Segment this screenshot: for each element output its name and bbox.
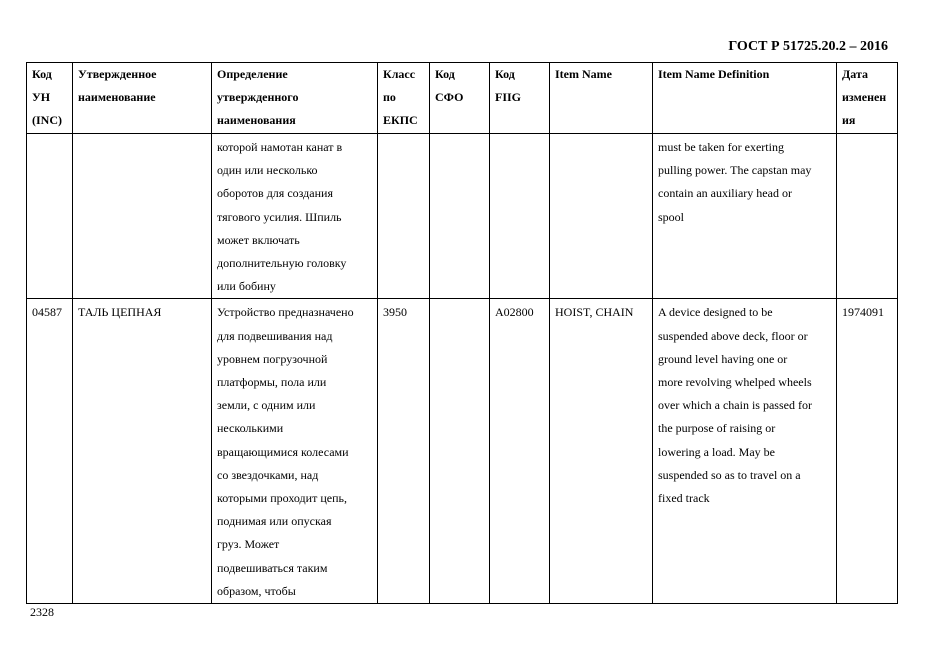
cell-sfo-code: [430, 299, 490, 604]
col-header-approved-name: Утвержденное наименование: [73, 63, 212, 134]
cell-definition: Устройство предназначено для подвешивания над уровнем погрузочной платформы, пола или земли, с одним или несколькими вращающимися колесами со звездочками, над которыми проходит цепь, поднимая или опуская груз. Может подвешиваться таким образом, чтобы: [212, 299, 378, 604]
table-row: [27, 134, 898, 299]
col-header-item-name: Item Name: [550, 63, 653, 134]
cell-item-name-definition: must be taken for exerting pulling power. The capstan may contain an auxiliary head or spool: [653, 134, 837, 299]
cell-item-name: [550, 134, 653, 299]
cell-inc: 04587: [27, 299, 73, 604]
cell-sfo-code: [430, 134, 490, 299]
col-header-ekps-class: Класс по ЕКПС: [378, 63, 430, 134]
nomenclature-table: [26, 62, 898, 604]
cell-ekps-class: [378, 134, 430, 299]
col-header-inc: Код УН (INC): [27, 63, 73, 134]
page-number: 2328: [30, 605, 54, 619]
col-header-definition: Определение утвержденного наименования: [212, 63, 378, 134]
col-header-sfo-code: Код СФО: [430, 63, 490, 134]
cell-item-name: HOIST, CHAIN: [550, 299, 653, 604]
cell-change-date: [837, 134, 898, 299]
col-header-fiig-code: Код FIIG: [490, 63, 550, 134]
document-standard-header: ГОСТ Р 51725.20.2 – 2016: [728, 39, 888, 54]
cell-change-date: 1974091: [837, 299, 898, 604]
cell-inc: [27, 134, 73, 299]
cell-item-name-definition: A device designed to be suspended above deck, floor or ground level having one or more revolving whelped wheels over which a chain is passed for the purpose of raising or lowering a load. May be suspended so as to travel on a fixed track: [653, 299, 837, 604]
cell-approved-name: [73, 134, 212, 299]
cell-fiig-code: A02800: [490, 299, 550, 604]
table-header-row: [27, 63, 898, 134]
cell-ekps-class: 3950: [378, 299, 430, 604]
col-header-change-date: Дата изменен ия: [837, 63, 898, 134]
cell-fiig-code: [490, 134, 550, 299]
cell-approved-name: ТАЛЬ ЦЕПНАЯ: [73, 299, 212, 604]
cell-definition: которой намотан канат в один или несколько оборотов для создания тягового усилия. Шпиль может включать дополнительную головку или бобину: [212, 134, 378, 299]
col-header-item-name-definition: Item Name Definition: [653, 63, 837, 134]
table-row: [27, 299, 898, 604]
